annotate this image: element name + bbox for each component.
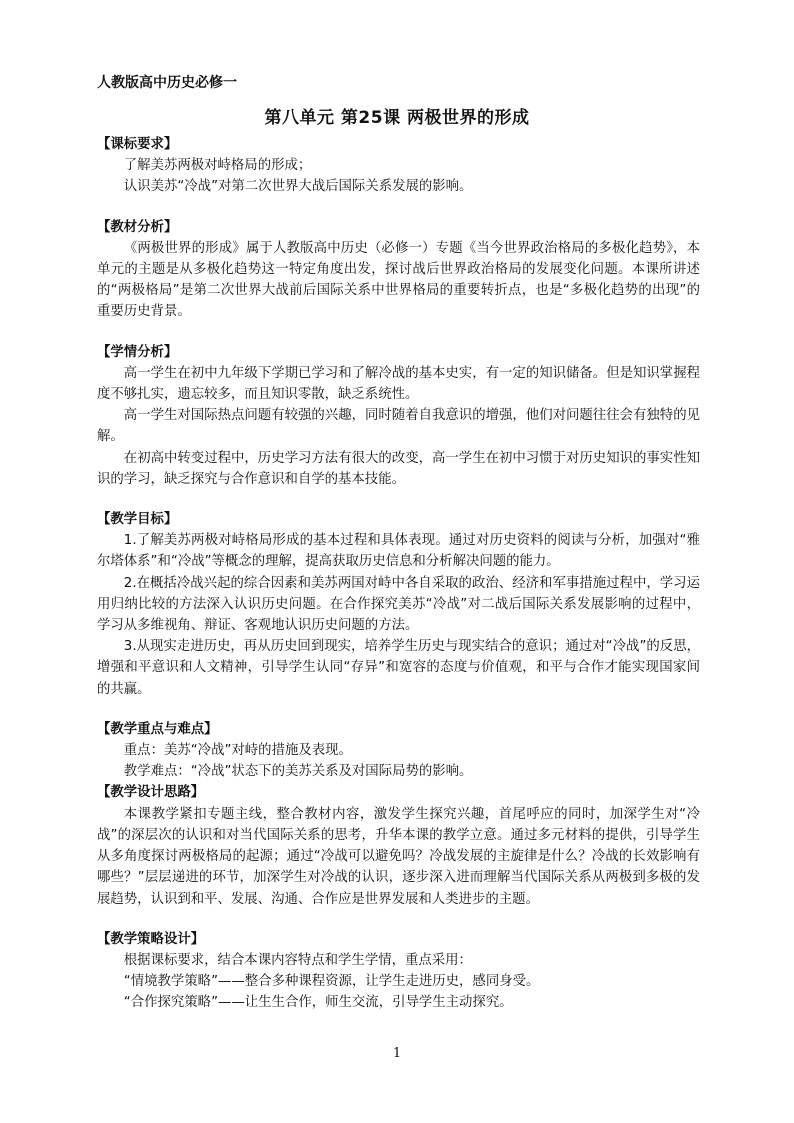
page-number: 1	[392, 1046, 402, 1061]
students-paragraph: 高一学生在初中九年级下学期已学习和了解冷战的基本史实，有一定的知识储备。但是知识掌握程度不够扎实，遗忘较多，而且知识零散，缺乏系统性。	[97, 365, 700, 403]
objective-paragraph: 2.在概括冷战兴起的综合因素和美苏两国对峙中各自采取的政治、经济和军事措施过程中，学习运用归纳比较的方法深入认识历史问题。在合作探究美苏“冷战”对二战后国际关系发展影响的过程中，学习从多维视角、辩证、客观地认识历史问题的方法。	[97, 575, 700, 634]
section-heading-curriculum: 【课标要求】	[97, 137, 178, 152]
strategy-line: “情境教学策略”——整合多种课程资源，让学生走进历史，感同身受。	[123, 974, 540, 990]
document-body	[97, 134, 700, 1014]
curriculum-line: 了解美苏两极对峙格局的形成；	[123, 158, 312, 174]
objective-paragraph: 1.了解美苏两极对峙格局形成的基本过程和具体表现。通过对历史资料的阅读与分析，加强对“雅尔塔体系”和“冷战”等概念的理解，提高获取历史信息和分析解决问题的能力。	[97, 533, 700, 570]
strategy-line: 根据课标要求，结合本课内容特点和学生学情，重点采用：	[123, 952, 472, 968]
key-point-line: 教学难点：“冷战”状态下的美苏关系及对国际局势的影响。	[123, 764, 473, 780]
key-point-line: 重点：美苏“冷战”对峙的措施及表现。	[123, 743, 352, 759]
curriculum-line: 认识美苏“冷战”对第二次世界大战后国际关系发展的影响。	[123, 179, 473, 195]
series-label: 人教版高中历史必修一	[97, 75, 237, 91]
section-heading-key-points: 【教学重点与难点】	[97, 721, 218, 737]
students-paragraph: 在初高中转变过程中，历史学习方法有很大的改变，高一学生在初中习惯于对历史知识的事实性知识的学习，缺乏探究与合作意识和自学的基本技能。	[97, 450, 700, 487]
section-heading-design: 【教学设计思路】	[97, 785, 205, 801]
objective-paragraph: 3.从现实走进历史，再从历史回到现实，培养学生历史与现实结合的意识；通过对“冷战”的反思，增强和平意识和人文精神，引导学生认同“存异”和宽容的态度与价值观，和平与合作才能实现国家间的共赢。	[97, 639, 700, 697]
students-paragraph: 高一学生对国际热点问题有较强的兴趣，同时随着自我意识的增强，他们对问题往往会有独特的见解。	[97, 408, 700, 445]
textbook-paragraph: 《两极世界的形成》属于人教版高中历史（必修一）专题《当今世界政治格局的多极化趋势》，本单元的主题是从多极化趋势这一特定角度出发，探讨战后世界政治格局的发展变化问题。本课所讲述的“两极格局”是第二次世界大战前后国际关系中世界格局的重要转折点，也是“多极化趋势的出现”的重要历史背景。	[97, 240, 700, 320]
section-heading-textbook: 【教材分析】	[97, 219, 178, 235]
strategy-line: “合作探究策略”——让生生合作，师生交流，引导学生主动探究。	[123, 995, 513, 1011]
design-paragraph: 本课教学紧扣专题主线，整合教材内容，激发学生探究兴趣，首尾呼应的同时，加深学生对“冷战”的深层次的认识和对当代国际关系的思考，升华本课的教学立意。通过多元材料的提供，引导学生从多角度探讨两极格局的起源；通过“冷战可以避免吗？冷战发展的主旋律是什么？冷战的长效影响有哪些？”层层递进的环节，加深学生对冷战的认识，逐步深入进而理解当代国际关系从两极到多极的发展趋势，认识到和平、发展、沟通、合作应是世界发展和人类进步的主题。	[97, 806, 700, 907]
section-heading-students: 【学情分析】	[97, 344, 178, 360]
page-title: 第八单元 第25课 两极世界的形成	[264, 108, 530, 128]
section-heading-strategy: 【教学策略设计】	[97, 931, 205, 947]
section-heading-objectives: 【教学目标】	[97, 512, 178, 528]
